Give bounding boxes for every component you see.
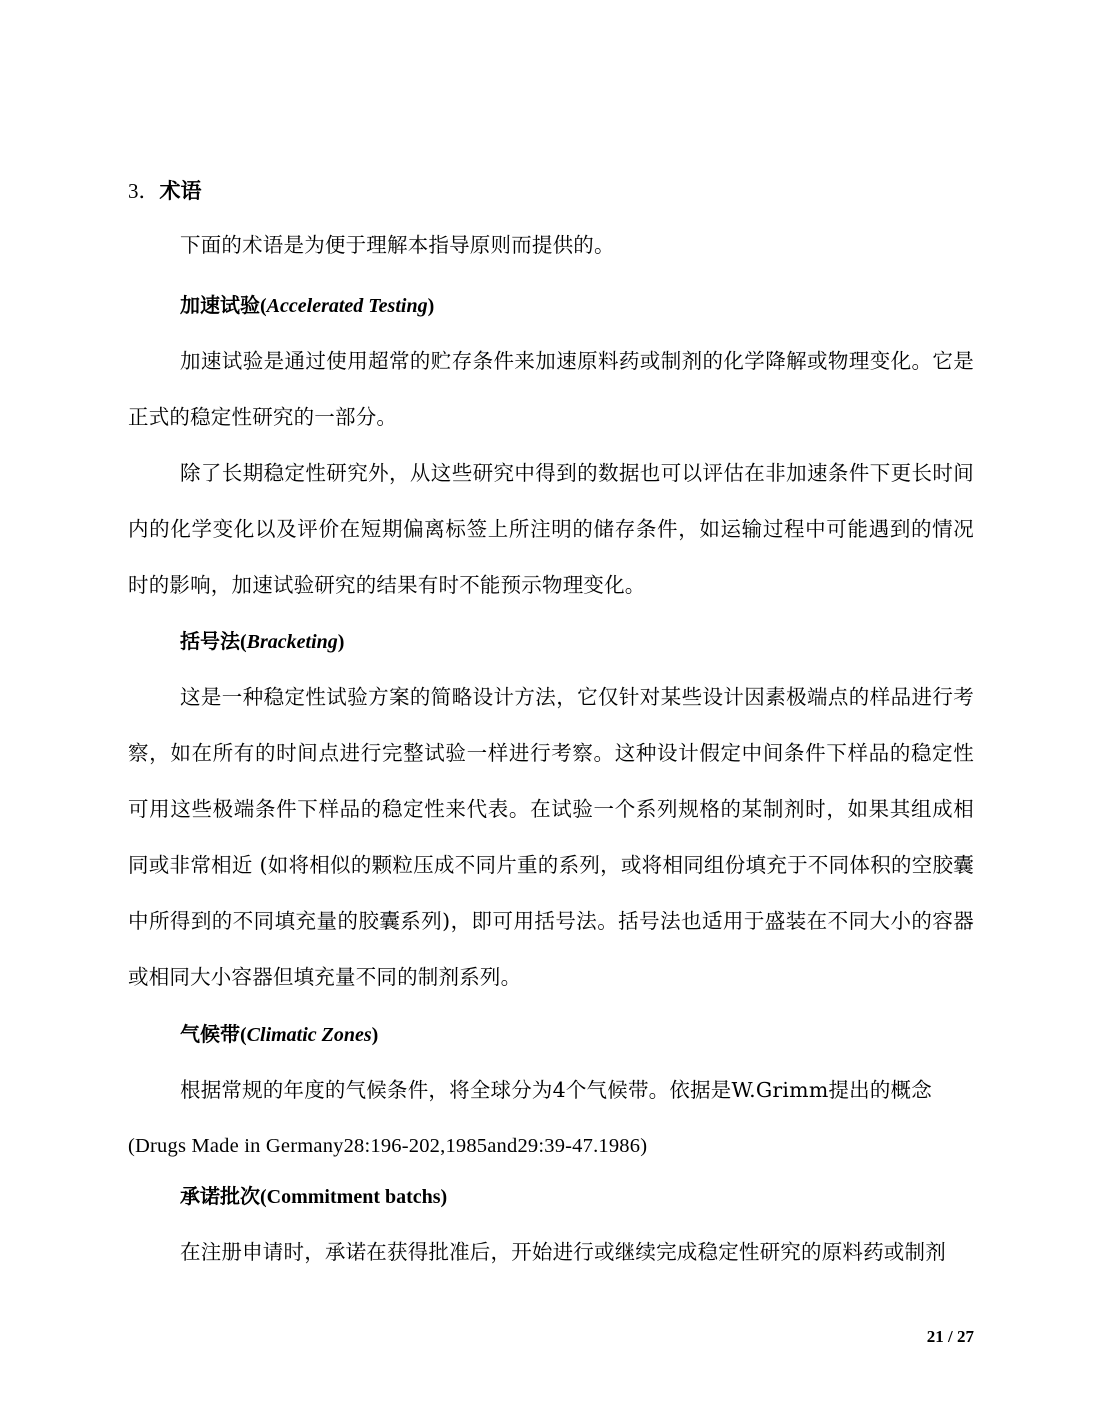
accelerated-testing-detail: 除了长期稳定性研究外，从这些研究中得到的数据也可以评估在非加速条件下更长时间内的化学变化以及评价在短期偏离标签上所注明的储存条件，如运输过程中可能遇到的情况时的影响，加速试验研究的结果有时不能预示物理变化。 bbox=[128, 461, 974, 597]
page-number: 21 / 27 bbox=[926, 1327, 974, 1346]
term-heading-commitment-batchs: 承诺批次(Commitment batchs) bbox=[180, 1184, 448, 1208]
section-heading bbox=[128, 175, 974, 207]
climatic-zones-reference: (Drugs Made in Germany28:196-202,1985and29:39-47.1986) bbox=[128, 1135, 648, 1157]
term-heading-climatic-zones: 气候带(Climatic Zones) bbox=[180, 1022, 379, 1046]
term-zh: 加速试验 bbox=[180, 293, 260, 317]
intro-paragraph: 下面的术语是为便于理解本指导原则而提供的。 bbox=[180, 233, 615, 257]
term-zh: 气候带 bbox=[180, 1022, 240, 1046]
term-zh: 括号法 bbox=[180, 629, 240, 653]
commitment-batchs-definition: 在注册申请时，承诺在获得批准后，开始进行或继续完成稳定性研究的原料药或制剂 bbox=[180, 1240, 946, 1264]
accelerated-testing-definition: 加速试验是通过使用超常的贮存条件来加速原料药或制剂的化学降解或物理变化。它是正式的稳定性研究的一部分。 bbox=[128, 349, 974, 429]
term-en: Commitment batchs bbox=[266, 1186, 441, 1208]
term-en: Climatic Zones bbox=[246, 1024, 372, 1046]
term-heading-accelerated-testing: 加速试验(Accelerated Testing) bbox=[180, 293, 435, 317]
section-number: 3． bbox=[128, 179, 160, 203]
term-heading-bracketing: 括号法(Bracketing) bbox=[180, 629, 345, 653]
term-zh: 承诺批次 bbox=[180, 1184, 260, 1208]
term-en: Bracketing bbox=[246, 631, 338, 653]
section-title: 术语 bbox=[159, 179, 202, 203]
term-en: Accelerated Testing bbox=[266, 295, 428, 317]
bracketing-definition: 这是一种稳定性试验方案的简略设计方法，它仅针对某些设计因素极端点的样品进行考察，如在所有的时间点进行完整试验一样进行考察。这种设计假定中间条件下样品的稳定性可用这些极端条件下样品的稳定性来代表。在试验一个系列规格的某制剂时，如果其组成相同或非常相近 (如将相似的颗粒压成不同片重的系列，或将相同组份填充于不同体积的空胶囊中所得到的不同填充量的胶囊系列)，即可用括号法。括号法也适用于盛装在不同大小的容器或相同大小容器但填充量不同的制剂系列。 bbox=[128, 685, 974, 989]
climatic-zones-definition: 根据常规的年度的气候条件，将全球分为4个气候带。依据是W.Grimm提出的概念 bbox=[180, 1078, 932, 1102]
